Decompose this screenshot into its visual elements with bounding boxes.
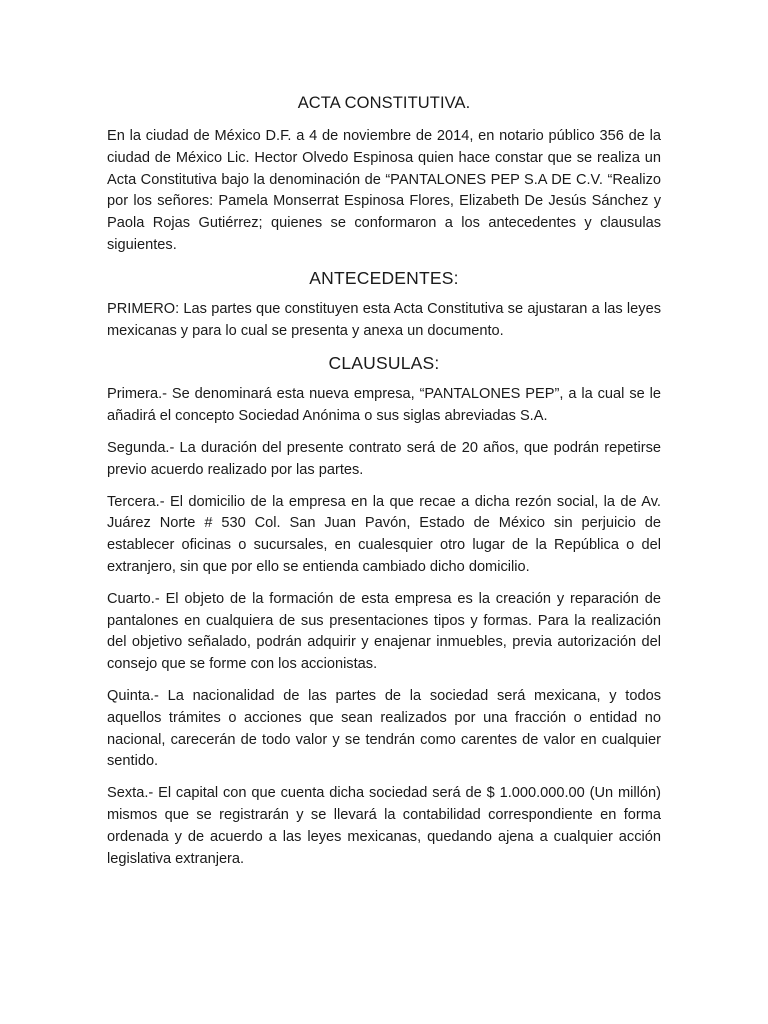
antecedente-primero: PRIMERO: Las partes que constituyen esta Acta Constitutiva se ajustaran a las leyes mexicanas y para lo cual se presenta y anexa un documento. — [107, 300, 661, 339]
clausula-tercera: Tercera.- El domicilio de la empresa en la que recae a dicha rezón social, la de Av. Juárez Norte # 530 Col. San Juan Pavón, Estado de México sin perjuicio de establecer oficinas o sucursales, en cualesquier otro lugar de la República o del extranjero, sin que por ello se entienda cambiado dicho domicilio. — [107, 493, 661, 575]
document-body — [107, 92, 661, 880]
clausula-primera: Primera.- Se denominará esta nueva empresa, “PANTALONES PEP”, a la cual se le añadirá el concepto Sociedad Anónima o sus siglas abreviadas S.A. — [107, 386, 661, 425]
document-title: ACTA CONSTITUTIVA. — [297, 94, 471, 112]
clausula-cuarto: Cuarto.- El objeto de la formación de esta empresa es la creación y reparación de pantalones en cualquiera de sus presentaciones tipos y formas. Para la realización del objetivo señalado, podrán adquirir y enajenar inmuebles, previa autorización del consejo que se forme con los accionistas. — [107, 590, 661, 673]
antecedentes-heading: ANTECEDENTES: — [309, 267, 459, 288]
clausula-sexta: Sexta.- El capital con que cuenta dicha sociedad será de $ 1.000.000.00 (Un millón) mismos que se registrarán y se llevará la contabilidad correspondiente en forma ordenada y de acuerdo a las leyes mexicanas, quedando ajena a cualquier acción legislativa extranjera. — [107, 785, 661, 867]
clausula-segunda: Segunda.- La duración del presente contrato será de 20 años, que podrán repetirse previo acuerdo realizado por las partes. — [107, 439, 661, 478]
clausula-quinta: Quinta.- La nacionalidad de las partes de la sociedad será mexicana, y todos aquellos trámites o acciones que sean realizados por una fracción o entidad no nacional, carecerán de todo valor y se tendrán como carentes de valor en cualquier sentido. — [107, 687, 661, 770]
clausulas-heading: CLAUSULAS: — [328, 353, 440, 374]
intro-paragraph: En la ciudad de México D.F. a 4 de noviembre de 2014, en notario público 356 de la ciudad de México Lic. Hector Olvedo Espinosa quien hace constar que se realiza un Acta Constitutiva bajo la denominación de “PANTALONES PEP S.A DE C.V. “Realizo por los señores: Pamela Monserrat Espinosa Flores, Elizabeth De Jesús Sánchez y Paola Rojas Gutiérrez; quienes se conformaron a los antecedentes y clausulas siguientes. — [107, 128, 661, 253]
